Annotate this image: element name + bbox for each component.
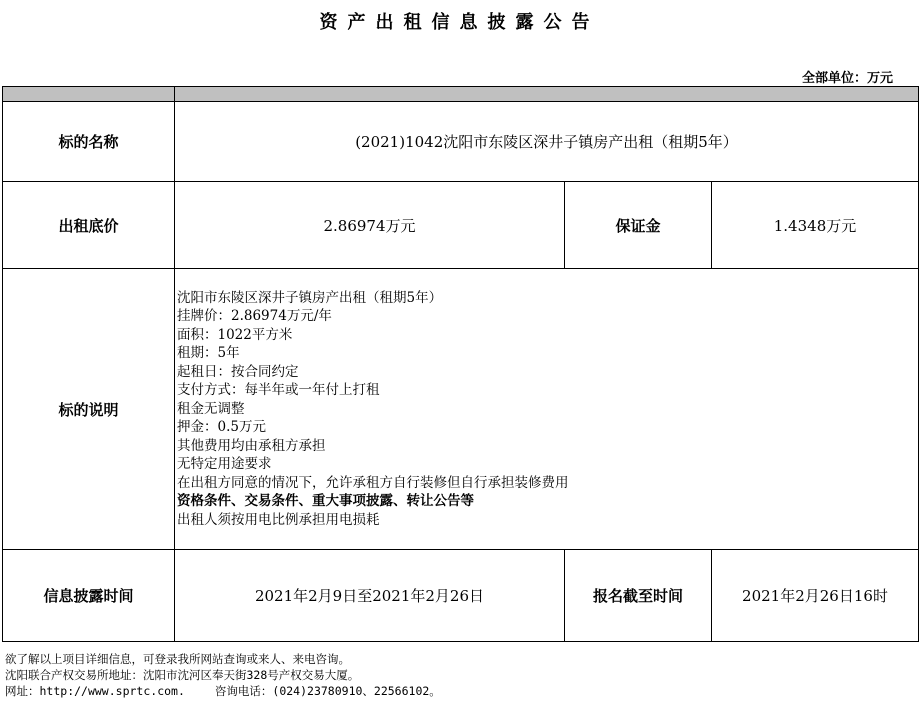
footer-line: 欲了解以上项目详细信息，可登录我所网站查询或来人、来电咨询。 bbox=[5, 652, 350, 666]
name-value: (2021)1042沈阳市东陵区深井子镇房产出租（租期5年） bbox=[175, 102, 919, 182]
desc-bold-line: 资格条件、交易条件、重大事项披露、转让公告等 bbox=[177, 493, 474, 510]
info-table bbox=[2, 86, 919, 642]
table-row bbox=[3, 550, 919, 642]
desc-line: 支付方式：每半年或一年付上打租 bbox=[177, 382, 380, 399]
table-row bbox=[3, 182, 919, 269]
desc-line: 租金无调整 bbox=[177, 400, 245, 417]
desc-line: 在出租方同意的情况下，允许承租方自行装修但自行承担装修费用 bbox=[177, 474, 569, 491]
footer-website: 网址：http://www.sprtc.com. bbox=[5, 684, 185, 698]
footer bbox=[5, 651, 441, 699]
desc-line: 挂牌价：2.86974万元/年 bbox=[177, 308, 332, 325]
table-row bbox=[3, 102, 919, 182]
deposit-value: 1.4348万元 bbox=[712, 182, 919, 269]
desc-line: 出租人须按用电比例承担用电损耗 bbox=[177, 511, 380, 528]
desc-line: 押金：0.5万元 bbox=[177, 419, 266, 436]
table-header-bar bbox=[3, 87, 919, 102]
deadline-label: 报名截至时间 bbox=[565, 550, 712, 642]
table-row bbox=[3, 269, 919, 550]
desc-label: 标的说明 bbox=[3, 269, 175, 550]
page-title: 资产出租信息披露公告 bbox=[319, 12, 600, 33]
footer-phone: 咨询电话：(024)23780910、22566102。 bbox=[214, 684, 441, 698]
price-label: 出租底价 bbox=[3, 182, 175, 269]
desc-line: 起租日：按合同约定 bbox=[177, 363, 299, 380]
unit-note: 全部单位：万元 bbox=[801, 71, 893, 86]
desc-content bbox=[175, 269, 919, 550]
price-value: 2.86974万元 bbox=[175, 182, 565, 269]
desc-line: 其他费用均由承租方承担 bbox=[177, 437, 326, 454]
desc-line: 沈阳市东陵区深井子镇房产出租（租期5年） bbox=[177, 289, 443, 306]
deposit-label: 保证金 bbox=[565, 182, 712, 269]
footer-address: 沈阳联合产权交易所地址：沈阳市沈河区奉天街328号产权交易大厦。 bbox=[5, 668, 360, 682]
desc-line: 无特定用途要求 bbox=[177, 456, 272, 473]
desc-line: 租期：5年 bbox=[177, 345, 240, 362]
name-label: 标的名称 bbox=[3, 102, 175, 182]
deadline-value: 2021年2月26日16时 bbox=[712, 550, 919, 642]
time-value: 2021年2月9日至2021年2月26日 bbox=[175, 550, 565, 642]
desc-line: 面积：1022平方米 bbox=[177, 326, 293, 343]
time-label: 信息披露时间 bbox=[3, 550, 175, 642]
footer-contact bbox=[5, 683, 441, 699]
